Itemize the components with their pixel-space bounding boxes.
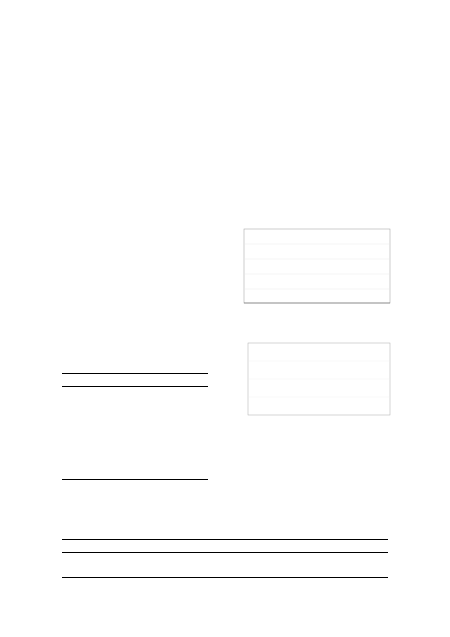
table-cell [135, 386, 208, 398]
table-row [62, 444, 208, 456]
table-cell [135, 410, 208, 422]
table-cell [62, 565, 142, 578]
table-cell [62, 410, 135, 422]
table1 [62, 373, 208, 480]
figure1-pressure-curves [238, 227, 398, 311]
table-cell [290, 565, 339, 578]
table-header-cell [142, 540, 388, 553]
figure2-trend-chart [240, 340, 398, 424]
table-cell [290, 553, 339, 566]
table-cell [62, 553, 142, 566]
table-header-cell [135, 374, 208, 387]
table-cell [135, 467, 208, 479]
table-header-row [62, 540, 388, 553]
table-row [62, 467, 208, 479]
table-cell [240, 553, 289, 566]
table-cell [62, 398, 135, 410]
table-cell [135, 444, 208, 456]
table-cell [62, 421, 135, 433]
table-header-cell [62, 540, 142, 553]
table-cell [62, 456, 135, 468]
table-cell [240, 565, 289, 578]
table-row [62, 386, 208, 398]
table-row [62, 553, 388, 566]
table-cell [62, 433, 135, 445]
table-row [62, 433, 208, 445]
table-row [62, 565, 388, 578]
table-cell [339, 565, 388, 578]
table-row [62, 421, 208, 433]
table-cell [339, 553, 388, 566]
table-cell [191, 553, 240, 566]
table-cell [135, 456, 208, 468]
table-header-row [62, 374, 208, 387]
table-cell [135, 433, 208, 445]
table-header-cell [62, 374, 135, 387]
table-row [62, 410, 208, 422]
table-cell [62, 467, 135, 479]
table-cell [142, 565, 191, 578]
table-row [62, 456, 208, 468]
table-cell [62, 386, 135, 398]
table-cell [62, 444, 135, 456]
table-cell [135, 398, 208, 410]
table-cell [191, 565, 240, 578]
table-cell [135, 421, 208, 433]
table2 [62, 539, 388, 578]
table-cell [142, 553, 191, 566]
table-row [62, 398, 208, 410]
